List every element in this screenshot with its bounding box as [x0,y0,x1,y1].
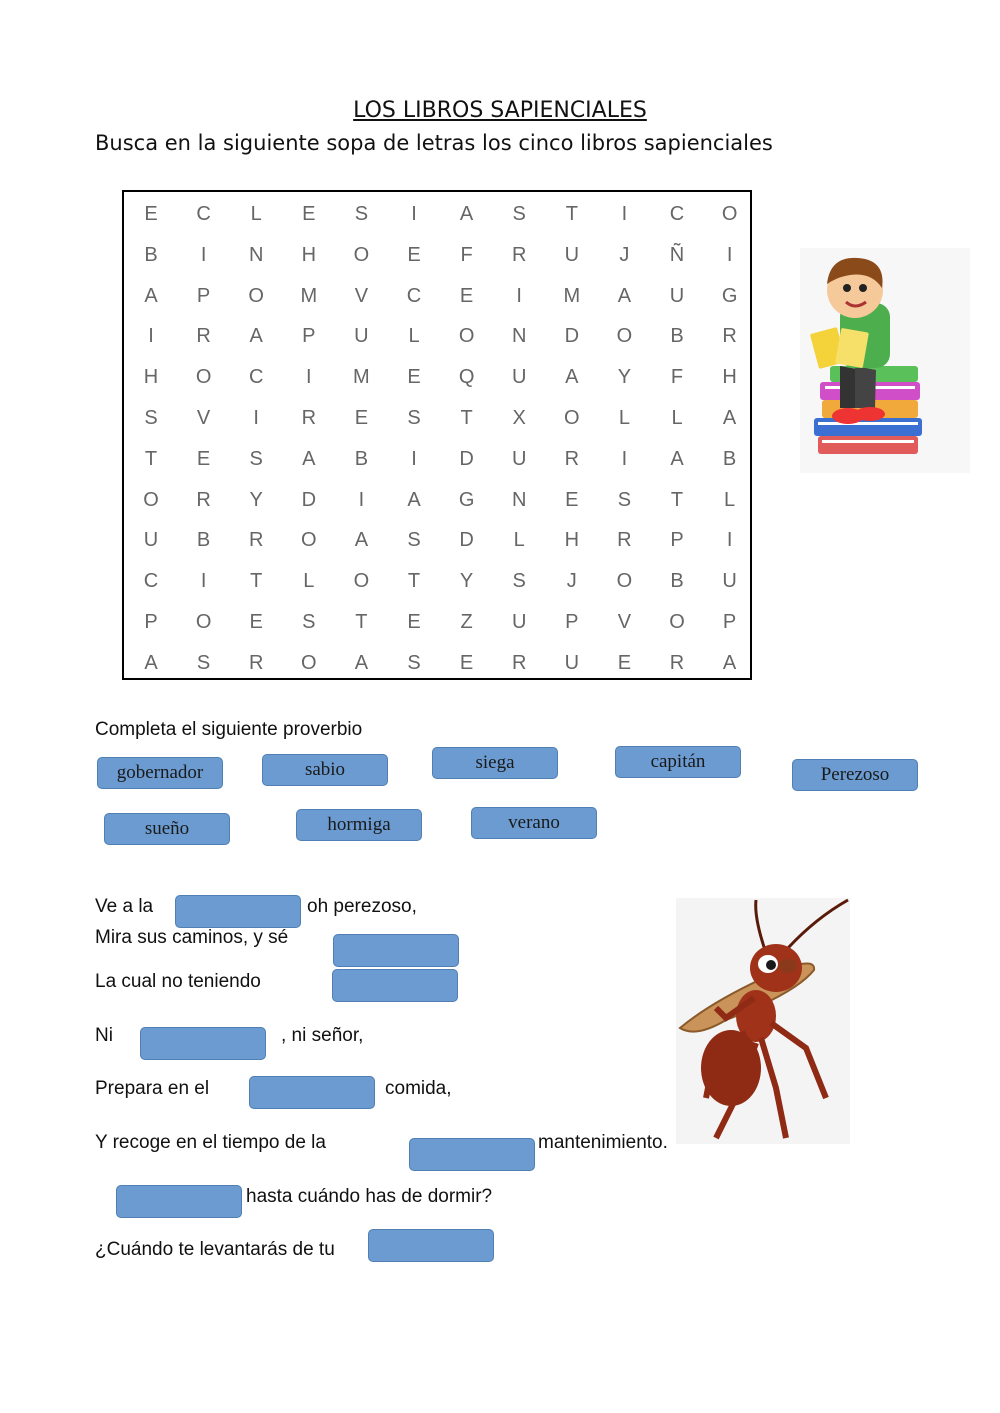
drop-blank-7[interactable] [116,1185,242,1218]
proverb-line-1: Ve a la [95,896,154,917]
grid-letter: I [411,203,417,225]
grid-letter: U [511,447,527,470]
grid-letter: O [616,570,633,593]
grid-letter: O [458,325,475,348]
grid-letter: S [407,529,421,552]
grid-letter: O [669,611,685,633]
grid-letter: Ñ [669,243,685,266]
grid-letter: C [406,284,422,307]
grid-letter: R [669,651,685,674]
grid-letter: I [253,407,259,429]
grid-letter: A [407,488,421,511]
grid-letter: H [722,366,737,389]
grid-letter: S [249,447,263,470]
grid-letter: B [144,243,158,266]
grid-letter: I [726,529,733,552]
grid-letter: I [200,570,207,593]
grid-letter: S [512,570,526,593]
grid-letter: T [460,407,473,429]
grid-letter: I [621,203,628,225]
grid-letter: S [354,203,369,225]
grid-letter: U [143,529,159,552]
grid-letter: R [617,529,632,552]
grid-letter: L [513,529,525,552]
grid-letter: P [670,529,684,552]
grid-letter: U [354,325,369,348]
grid-letter: X [512,407,526,429]
grid-letter: Y [459,570,474,593]
grid-letter: A [249,325,263,348]
word-chip-sueno[interactable]: sueño [104,813,230,845]
grid-letter: A [617,284,632,307]
grid-letter: L [618,407,630,429]
proverb-line-6-end: mantenimiento. [538,1132,668,1153]
grid-letter: H [301,243,317,266]
grid-letter: U [669,284,685,307]
grid-letter: E [565,488,579,511]
grid-letter: U [564,651,580,674]
grid-letter: T [355,611,368,633]
grid-letter: T [407,570,421,593]
grid-letter: U [511,611,527,633]
proverb-prompt: Completa el siguiente proverbio [95,719,363,740]
grid-letter: S [302,611,316,633]
grid-letter: L [303,570,315,593]
grid-letter: V [196,407,211,429]
grid-letter: P [565,611,579,633]
grid-letter: R [511,651,527,674]
grid-letter: C [669,203,685,225]
grid-letter: B [354,447,369,470]
grid-letter: O [195,611,212,633]
grid-letter: I [148,325,154,348]
word-chip-capitan[interactable]: capitán [615,746,741,778]
proverb-line-1-end: oh perezoso, [307,896,417,917]
proverb-line-5-end: comida, [385,1078,452,1099]
grid-letter: S [196,651,211,674]
grid-letter: Y [249,488,263,511]
grid-letter: V [354,284,369,307]
proverb-line-3: La cual no teniendo [95,971,261,992]
grid-letter: Q [458,366,475,389]
grid-letter: A [144,284,158,307]
grid-letter: P [722,611,737,633]
boy-reading-illustration [800,248,970,473]
grid-letter: T [670,488,684,511]
grid-letter: T [565,203,578,225]
grid-letter: P [302,325,316,348]
grid-letter: U [511,366,527,389]
grid-letter: O [564,407,580,429]
grid-letter: F [460,243,473,266]
grid-letter: I [358,488,365,511]
grid-letter: L [250,203,262,225]
drop-blank-1[interactable] [175,895,301,928]
grid-letter: E [617,651,632,674]
word-chip-hormiga[interactable]: hormiga [296,809,422,841]
grid-letter: A [144,651,158,674]
instructions: Busca en la siguiente sopa de letras los cinco libros sapienciales [95,131,773,155]
grid-letter: G [721,284,738,307]
grid-letter: A [354,529,369,552]
grid-letter: Y [617,366,632,389]
grid-letter: A [722,407,737,429]
grid-letter: R [248,529,264,552]
grid-letter: A [670,447,684,470]
grid-letter: G [458,488,475,511]
grid-letter: S [617,488,632,511]
grid-letter: O [248,284,264,307]
grid-letter: B [722,447,737,470]
grid-letter: A [354,651,369,674]
proverb-line-8: ¿Cuándo te levantarás de tu [95,1239,335,1260]
proverb-line-5: Prepara en el [95,1078,210,1099]
grid-letter: E [459,284,474,307]
grid-letter: L [408,325,420,348]
drop-blank-8[interactable] [368,1229,494,1262]
grid-letter: R [248,651,264,674]
proverb-line-6: Y recoge en el tiempo de la [95,1132,326,1153]
grid-letter: E [144,203,158,225]
grid-letter: E [196,447,211,470]
grid-letter: A [565,366,579,389]
drop-blank-4[interactable] [140,1027,266,1060]
grid-letter: O [301,529,317,552]
grid-letter: L [671,407,683,429]
grid-letter: A [302,447,316,470]
word-chip-perezoso[interactable]: Perezoso [792,759,918,791]
grid-letter: N [248,243,264,266]
grid-letter: O [195,366,212,389]
grid-letter: O [616,325,633,348]
grid-letter: D [564,325,580,348]
grid-letter: H [143,366,159,389]
drop-blank-6[interactable] [409,1138,535,1171]
grid-letter: R [301,407,317,429]
grid-letter: Z [460,611,473,633]
word-chip-sabio[interactable]: sabio [262,754,388,786]
grid-letter: J [566,570,577,593]
grid-letter: D [459,447,474,470]
grid-letter: A [459,203,474,225]
drop-blank-2[interactable] [333,934,459,967]
grid-letter: O [301,651,317,674]
word-search-grid [122,190,752,680]
grid-letter: V [617,611,632,633]
grid-letter: T [144,447,158,470]
grid-letter: E [249,611,263,633]
grid-letter: B [670,325,684,348]
grid-letter: D [301,488,317,511]
grid-letter: R [196,488,211,511]
ant-illustration [676,898,850,1144]
grid-letter: H [564,529,580,552]
drop-blank-5[interactable] [249,1076,375,1109]
grid-letter: N [511,488,527,511]
grid-letter: M [563,284,581,307]
grid-letter: R [511,243,527,266]
proverb-line-7-end: hasta cuándo has de dormir? [246,1186,493,1207]
grid-letter: M [353,366,370,389]
grid-letter: N [511,325,527,348]
proverb-line-4-end: , ni señor, [281,1025,364,1046]
grid-letter: E [407,611,421,633]
word-chip-gobernador[interactable]: gobernador [97,757,223,789]
grid-letter: T [250,570,263,593]
proverb-line-4: Ni [95,1025,113,1046]
grid-letter: M [300,284,318,307]
grid-letter: D [459,529,474,552]
grid-letter: O [353,243,370,266]
grid-letter: I [516,284,522,307]
grid-letter: S [144,407,158,429]
grid-letter: R [564,447,580,470]
grid-letter: I [200,243,207,266]
grid-letter: I [726,243,733,266]
grid-letter: R [196,325,211,348]
grid-letter: A [722,651,737,674]
grid-letter: S [407,407,421,429]
grid-letter: E [354,407,369,429]
grid-letter: S [512,203,526,225]
page-title: LOS LIBROS SAPIENCIALES [353,98,647,123]
grid-letter: E [407,366,421,389]
grid-letter: P [144,611,158,633]
grid-letter: I [306,366,312,389]
grid-letter: C [248,366,264,389]
grid-letter: I [411,447,417,470]
grid-letter: I [621,447,628,470]
grid-letter: L [724,488,736,511]
grid-letter: O [143,488,159,511]
grid-letter: S [407,651,421,674]
grid-letter: B [670,570,684,593]
grid-letter: R [722,325,737,348]
grid-letter: U [722,570,737,593]
grid-letter: U [564,243,580,266]
grid-letter: P [196,284,211,307]
word-chip-siega[interactable]: siega [432,747,558,779]
grid-letter: B [196,529,211,552]
grid-letter: F [670,366,684,389]
word-chip-verano[interactable]: verano [471,807,597,839]
grid-letter: O [721,203,738,225]
drop-blank-3[interactable] [332,969,458,1002]
grid-letter: E [459,651,474,674]
grid-letter: C [196,203,211,225]
grid-letter: E [407,243,421,266]
grid-letter: C [143,570,159,593]
proverb-line-2: Mira sus caminos, y sé [95,927,289,948]
grid-letter: O [353,570,370,593]
grid-letter: J [619,243,630,266]
grid-letter: E [302,203,316,225]
